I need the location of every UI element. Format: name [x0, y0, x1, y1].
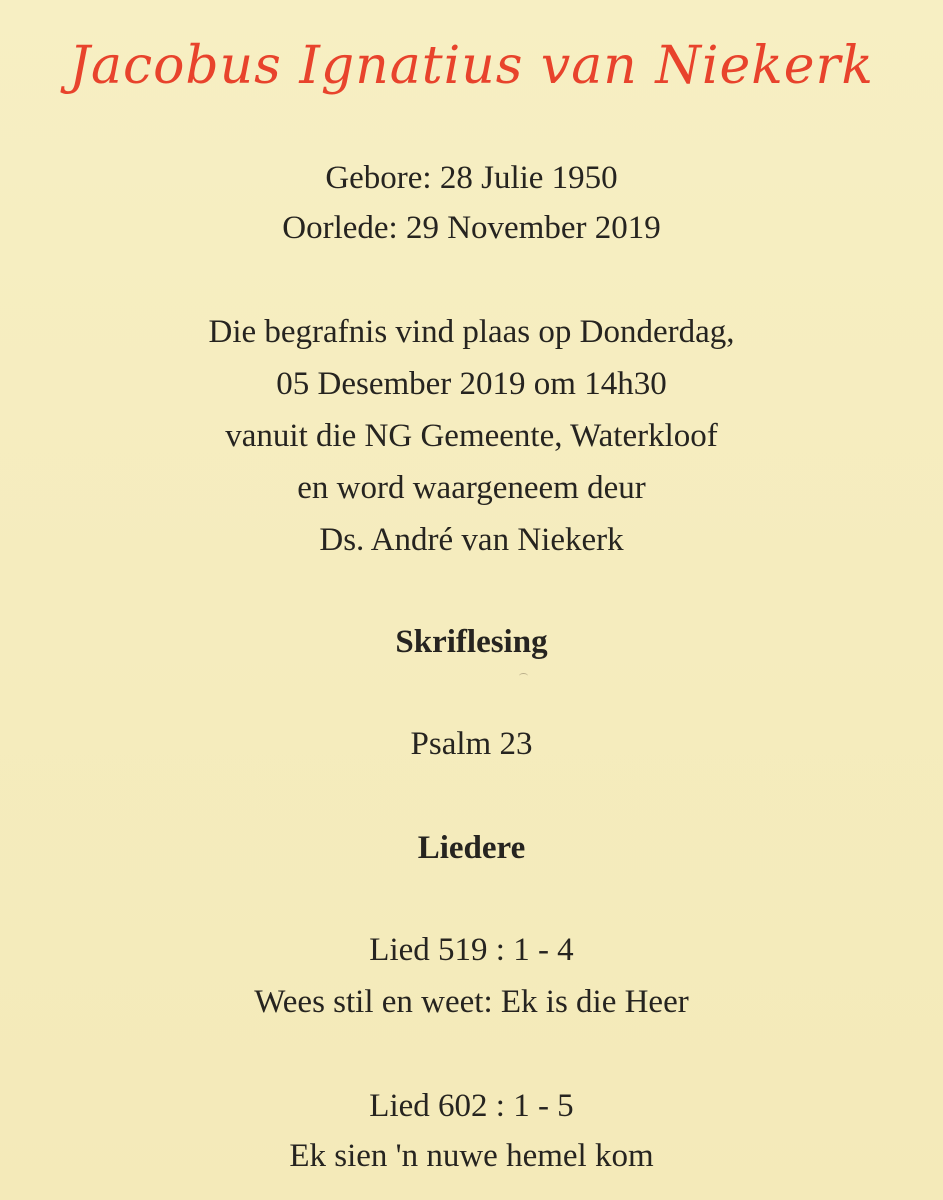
death-date: Oorlede: 29 November 2019: [282, 210, 661, 246]
birth-date: Gebore: 28 Julie 1950: [325, 160, 618, 196]
song-title: Ek sien 'n nuwe hemel kom: [289, 1138, 654, 1174]
funeral-line-officiated: en word waargeneem deur: [297, 470, 646, 506]
song-number: Lied 519 : 1 - 4: [369, 932, 574, 968]
scripture-reading: Psalm 23: [410, 726, 533, 762]
funeral-line-day: Die begrafnis vind plaas op Donderdag,: [208, 314, 735, 350]
song-title: Wees stil en weet: Ek is die Heer: [254, 984, 689, 1020]
funeral-line-date-time: 05 Desember 2019 om 14h30: [276, 366, 667, 402]
songs-heading: Liedere: [417, 830, 526, 866]
funeral-line-venue: vanuit die NG Gemeente, Waterkloof: [225, 418, 718, 454]
paper-speck: [519, 673, 528, 679]
officiant-name: Ds. André van Niekerk: [319, 522, 624, 558]
deceased-name-heading: Jacobus Ignatius van Niekerk: [69, 36, 874, 96]
song-number: Lied 602 : 1 - 5: [369, 1088, 574, 1124]
scripture-heading: Skriflesing: [395, 624, 548, 660]
